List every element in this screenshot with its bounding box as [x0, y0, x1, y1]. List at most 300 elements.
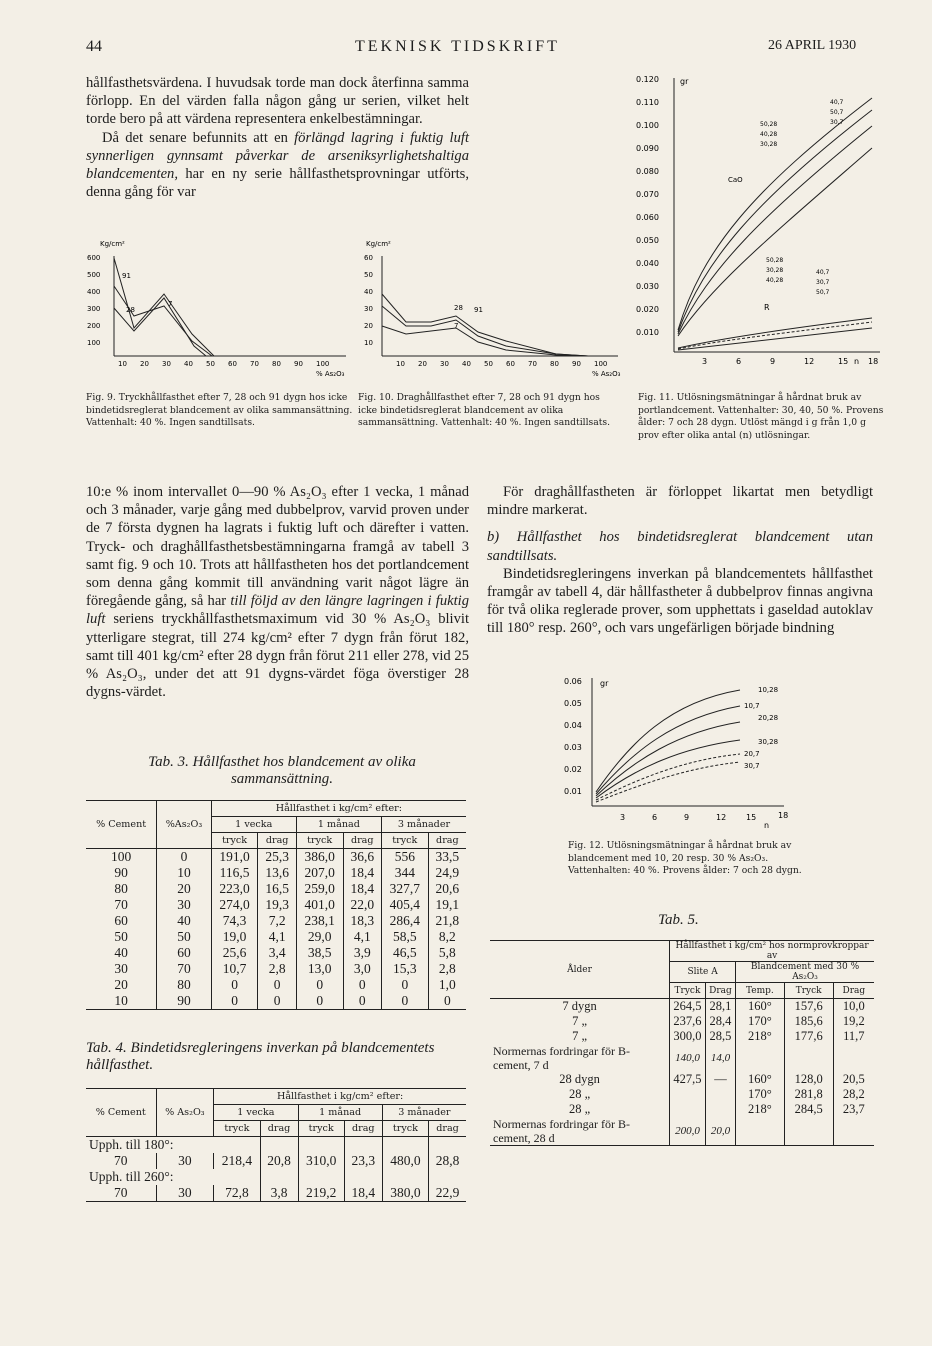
fig9-label-91: 91: [122, 272, 131, 280]
table-cell: 80: [157, 977, 211, 993]
fig9-yticks: [87, 254, 100, 347]
table-cell: [705, 1087, 735, 1102]
table-cell: 80: [86, 881, 157, 897]
intro-paragraph-1: hållfasthetsvärdena. I huvudsak torde man dock återfinna samma förlopp. En del värden falla någon gång ur serien, vilket helt torde bero på att värdena representera enkelbestämningar.: [86, 75, 469, 128]
tab4-table: % Cement % As₂O₃ Hållfasthet i kg/cm² efter: 1 vecka 1 månad 3 månader tryck drag tryck drag tryck drag Upph. till 180°: 70 30 218,4 20,8 310,0 23,3 480,0 28,8 Upph. till 260°: 70 30 72,8 3,8 219,2 18,4 380,0 22,9: [86, 1088, 466, 1202]
table-cell: 237,6: [670, 1014, 706, 1029]
svg-text:12: 12: [804, 357, 815, 366]
svg-text:20: 20: [418, 360, 427, 368]
journal-title: TEKNISK TIDSKRIFT: [355, 38, 560, 55]
table-cell: 30: [156, 1153, 214, 1169]
table-cell: [429, 1169, 466, 1185]
table-cell: 28,4: [705, 1014, 735, 1029]
table-cell: 18,3: [343, 913, 381, 929]
svg-text:0.030: 0.030: [636, 282, 659, 291]
table-cell: 157,6: [784, 999, 833, 1015]
svg-text:100: 100: [87, 339, 101, 347]
table-cell: [260, 1169, 298, 1185]
table-cell: 274,0: [211, 897, 258, 913]
svg-text:n: n: [854, 357, 860, 366]
table-cell: 7 „: [490, 1029, 670, 1044]
tab5-table: Ålder Hållfasthet i kg/cm² hos normprovkroppar av Slite A Blandcement med 30 % As₂O₃ Tryck Drag Temp. Tryck Drag 7 dygn 264,5 28,1 160° 157,6 10,0 7 „ 237,6 28,4 170° 185,6 19,2 7 „ 300,0 28,5 218° 177,6 11,7 Normernas fordringar för B-cement, 7 d 140,0 14,0 28 dygn 427,5 — 160° 128,0 20,5 28 „ 170° 281,8 28,2 28 „ 218° 284,5 23,7 Normernas fordringar för B-cement, 28 d 200,0 20,0: [490, 940, 874, 1146]
table-cell: Normernas fordringar för B-cement, 7 d: [490, 1044, 670, 1072]
table-cell: 218°: [736, 1029, 785, 1044]
table-cell: 19,2: [842, 1014, 865, 1028]
table-cell: 72,8: [214, 1185, 260, 1202]
svg-text:40: 40: [462, 360, 471, 368]
table-cell: 24,9: [435, 865, 460, 880]
table-cell: 100: [86, 849, 157, 866]
fig9-chart: [84, 236, 354, 384]
table-row: [86, 865, 466, 881]
table-cell: [298, 1169, 344, 1185]
svg-text:60: 60: [506, 360, 515, 368]
svg-text:0.040: 0.040: [636, 259, 659, 268]
table-cell: 223,0: [211, 881, 258, 897]
svg-text:10,28: 10,28: [758, 686, 779, 694]
table-cell: Normernas fordringar för B-cement, 28 d: [490, 1117, 670, 1146]
table-cell: 281,8: [784, 1087, 833, 1102]
fig12-chart: [560, 672, 810, 834]
table-cell: 0: [381, 977, 428, 993]
svg-text:0.010: 0.010: [636, 328, 659, 337]
svg-text:30,28: 30,28: [758, 738, 779, 746]
svg-text:R: R: [764, 303, 770, 312]
tab3-title: Tab. 3. Hållfasthet hos blandcement av olika sammansättning.: [148, 754, 416, 787]
table-cell: 20: [86, 977, 157, 993]
table-cell: [429, 1137, 466, 1154]
table-row: [86, 1169, 466, 1185]
svg-text:0.070: 0.070: [636, 190, 659, 199]
table-cell: [736, 1117, 785, 1146]
svg-text:80: 80: [550, 360, 559, 368]
table-cell: 50: [157, 929, 211, 945]
table-cell: 380,0: [382, 1185, 428, 1202]
table-cell: [670, 1102, 706, 1117]
table-cell: 19,0: [211, 929, 258, 945]
table-cell: Upph. till 260°:: [89, 1169, 174, 1184]
table-cell: 13,6: [258, 865, 296, 881]
fig10-chart: [356, 236, 626, 384]
table-cell: [344, 1137, 382, 1154]
table-cell: 28,8: [435, 1153, 460, 1168]
fig9-caption: Fig. 9. Tryckhållfasthet efter 7, 28 och 91 dygn hos icke bindetidsreglerat blandcement av olika sammansättning. Vattenhalt: 40 %. Ingen sandtillsats.: [86, 392, 353, 429]
table-cell: 3,4: [258, 945, 296, 961]
svg-text:500: 500: [87, 271, 101, 279]
svg-text:40: 40: [184, 360, 193, 368]
table-row: [86, 913, 466, 929]
table-cell: 20,0: [705, 1117, 735, 1146]
table-cell: [214, 1137, 260, 1154]
fig11-caption: Fig. 11. Utlösningsmätningar å hårdnat bruk av portlandcement. Vattenhalter: 30, 40, 50 %. Provens ålder: 7 och 28 dygn. Utlöst mängd i g från 1,0 g prov efter olika antal (n) utlösningar.: [638, 392, 884, 441]
table-cell: 70: [157, 961, 211, 977]
table-row: [86, 849, 466, 866]
svg-text:40,28: 40,28: [766, 277, 784, 284]
svg-text:0.05: 0.05: [564, 699, 582, 708]
table-cell: 405,4: [381, 897, 428, 913]
table-cell: 40: [86, 945, 157, 961]
table-row: [490, 1014, 874, 1029]
svg-text:60: 60: [228, 360, 237, 368]
issue-date: 26 APRIL 1930: [768, 38, 857, 53]
table-cell: 25,6: [211, 945, 258, 961]
svg-text:18: 18: [778, 811, 789, 820]
table-cell: 140,0: [670, 1044, 706, 1072]
svg-text:30,7: 30,7: [816, 279, 830, 286]
table-cell: 0: [296, 977, 343, 993]
table-cell: 191,0: [211, 849, 258, 866]
svg-text:6: 6: [736, 357, 742, 366]
table-cell: Upph. till 180°:: [89, 1137, 174, 1152]
table-cell: 160°: [736, 999, 785, 1015]
svg-text:50: 50: [484, 360, 493, 368]
table-cell: [784, 1117, 833, 1146]
fig10-label-91: 91: [474, 306, 483, 314]
svg-text:0.110: 0.110: [636, 98, 659, 107]
table-cell: 90: [86, 865, 157, 881]
svg-text:30: 30: [162, 360, 171, 368]
table-cell: 30: [157, 897, 211, 913]
table-cell: 70: [86, 897, 157, 913]
table-row: [490, 1087, 874, 1102]
svg-text:18: 18: [868, 357, 879, 366]
table-row: [86, 993, 466, 1010]
fig9-label-28: 28: [126, 306, 135, 314]
svg-text:50,7: 50,7: [816, 289, 830, 296]
fig12-xticks: [620, 811, 788, 830]
table-cell: [382, 1137, 428, 1154]
table-cell: 60: [86, 913, 157, 929]
table-row: [490, 1102, 874, 1117]
table-cell: 1,0: [438, 977, 456, 992]
table-cell: 22,9: [435, 1185, 460, 1200]
svg-text:12: 12: [716, 813, 727, 822]
table-row: [490, 1072, 874, 1087]
svg-text:40,7: 40,7: [830, 99, 844, 106]
table-cell: 218,4: [214, 1153, 260, 1169]
svg-text:10: 10: [364, 339, 373, 347]
fig9-label-7: 7: [168, 300, 173, 308]
fig10-label-7: 7: [454, 322, 459, 330]
fig11-xticks: [702, 357, 878, 366]
fig9-yunit: Kg/cm²: [100, 240, 125, 248]
table-cell: 10,0: [842, 999, 865, 1013]
table-cell: 207,0: [296, 865, 343, 881]
table-cell: 5,8: [438, 945, 456, 960]
table-cell: 7,2: [258, 913, 296, 929]
intro-paragraph-2: Då det senare befunnits att en förlängd lagring i fuktig luft synnerligen gynnsamt påverkar de arseniksyrlighetshaltiga blandcementen, har en ny serie hållfasthetsprovningar utförts, denna gång för var: [86, 129, 470, 201]
table-cell: 386,0: [296, 849, 343, 866]
table-cell: 3,0: [343, 961, 381, 977]
table-cell: 0: [258, 977, 296, 993]
svg-text:20: 20: [364, 322, 373, 330]
svg-text:100: 100: [316, 360, 330, 368]
table-cell: 310,0: [298, 1153, 344, 1169]
table-cell: 25,3: [258, 849, 296, 866]
table-cell: 15,3: [381, 961, 428, 977]
fig9-line-28: [114, 286, 212, 356]
svg-text:50: 50: [206, 360, 215, 368]
table-cell: 36,6: [343, 849, 381, 866]
table-cell: 0: [258, 993, 296, 1010]
table-cell: 177,6: [784, 1029, 833, 1044]
svg-text:0.050: 0.050: [636, 236, 659, 245]
table-cell: 2,8: [438, 961, 456, 976]
svg-text:0.100: 0.100: [636, 121, 659, 130]
svg-text:70: 70: [250, 360, 259, 368]
table-cell: 427,5: [670, 1072, 706, 1087]
table-cell: 116,5: [211, 865, 258, 881]
svg-text:200: 200: [87, 322, 101, 330]
tab5-title: Tab. 5.: [658, 912, 699, 928]
table-cell: 2,8: [258, 961, 296, 977]
tab4-title: Tab. 4. Bindetidsregleringens inverkan på blandcementets hållfasthet.: [86, 1040, 435, 1073]
table-cell: [670, 1087, 706, 1102]
svg-text:0.090: 0.090: [636, 144, 659, 153]
fig11-chart: [632, 70, 884, 380]
svg-text:9: 9: [684, 813, 690, 822]
table-cell: 18,4: [343, 865, 381, 881]
table-cell: 30: [156, 1185, 214, 1202]
table-cell: [382, 1169, 428, 1185]
table-cell: [784, 1044, 833, 1072]
fig11-yticks: [636, 75, 659, 337]
svg-text:50: 50: [364, 271, 373, 279]
page-number: 44: [86, 38, 102, 55]
table-cell: 238,1: [296, 913, 343, 929]
table-cell: 90: [157, 993, 211, 1010]
table-cell: 0: [443, 993, 451, 1008]
svg-text:6: 6: [652, 813, 658, 822]
table-cell: 556: [381, 849, 428, 866]
table-cell: 128,0: [784, 1072, 833, 1087]
table-row: [86, 929, 466, 945]
table-cell: 170°: [736, 1014, 785, 1029]
fig11-yunit: gr: [680, 77, 689, 86]
table-cell: 23,7: [842, 1102, 865, 1116]
svg-text:40,7: 40,7: [816, 269, 830, 276]
table-cell: 11,7: [843, 1029, 865, 1043]
table-cell: 286,4: [381, 913, 428, 929]
table-cell: 480,0: [382, 1153, 428, 1169]
svg-text:30,28: 30,28: [760, 141, 778, 148]
svg-text:% As₂O₃: % As₂O₃: [316, 370, 345, 378]
table-row: [86, 881, 466, 897]
svg-text:400: 400: [87, 288, 101, 296]
table-cell: 18,4: [344, 1185, 382, 1202]
svg-text:0.120: 0.120: [636, 75, 659, 84]
table-cell: 30: [86, 961, 157, 977]
table-cell: 344: [381, 865, 428, 881]
svg-text:100: 100: [594, 360, 608, 368]
table-cell: 28 „: [490, 1102, 670, 1117]
table-cell: 58,5: [381, 929, 428, 945]
table-cell: 28,1: [705, 999, 735, 1015]
table-cell: [344, 1169, 382, 1185]
table-row: [86, 1185, 466, 1202]
table-cell: 29,0: [296, 929, 343, 945]
table-cell: 218°: [736, 1102, 785, 1117]
svg-text:CaO: CaO: [728, 176, 743, 184]
table-row: [86, 1153, 466, 1169]
tab3-table: % Cement %As₂O₃ Hållfasthet i kg/cm² efter: 1 vecka 1 månad 3 månader tryck drag tryck drag tryck drag 100 0 191,0 25,3 386,0 36,6 556 33,5 90 10 116,5 13,6 207,0 18,4 344 24,9 80 20 223,0 16,5 259,0 18,4 327,7 20,6 70 30 274,0 19,3 401,0 22,0 405,4 19,1 60 40 74,3 7,2 238,1 18,3 286,4 21,8 50 50 19,0 4,1 29,0 4,1 58,5 8,2 40 60 25,6 3,4 38,5 3,9 46,5 5,8 30 70 10,7 2,8 13,0 3,0 15,3 2,8 20 80 0 0 0 0 0 1,0 10 90 0 0 0 0 0 0: [86, 800, 466, 1010]
table-cell: 8,2: [438, 929, 456, 944]
svg-text:20: 20: [140, 360, 149, 368]
table-cell: 20,8: [260, 1153, 298, 1169]
svg-text:300: 300: [87, 305, 101, 313]
table-cell: 70: [86, 1185, 156, 1202]
table-cell: 46,5: [381, 945, 428, 961]
svg-text:9: 9: [770, 357, 776, 366]
svg-text:0.080: 0.080: [636, 167, 659, 176]
svg-text:50,28: 50,28: [766, 257, 784, 264]
table-cell: 20: [157, 881, 211, 897]
table-cell: [298, 1137, 344, 1154]
section-heading-b: b) Hållfasthet hos bindetidsreglerat blandcement utan sandtillsats.: [487, 529, 873, 564]
table-cell: 0: [343, 977, 381, 993]
table-row: [490, 1044, 874, 1072]
fig10-label-28: 28: [454, 304, 463, 312]
table-cell: 13,0: [296, 961, 343, 977]
table-cell: [833, 1044, 874, 1072]
fig12-yticks: [564, 677, 582, 796]
table-cell: 4,1: [343, 929, 381, 945]
table-cell: [260, 1137, 298, 1154]
table-cell: 3,9: [343, 945, 381, 961]
svg-text:10: 10: [118, 360, 127, 368]
table-cell: [833, 1117, 874, 1146]
svg-text:50,7: 50,7: [830, 109, 844, 116]
svg-text:60: 60: [364, 254, 373, 262]
table-cell: 4,1: [258, 929, 296, 945]
svg-text:0.01: 0.01: [564, 787, 582, 796]
svg-text:n: n: [764, 821, 770, 830]
svg-text:10,7: 10,7: [744, 702, 760, 710]
table-row: [86, 945, 466, 961]
table-cell: 10: [86, 993, 157, 1010]
table-cell: 50: [86, 929, 157, 945]
table-cell: 264,5: [670, 999, 706, 1015]
table-cell: 10,7: [211, 961, 258, 977]
table-cell: 38,5: [296, 945, 343, 961]
table-cell: 28 dygn: [490, 1072, 670, 1087]
svg-text:40: 40: [364, 288, 373, 296]
fig10-yticks: [364, 254, 373, 347]
fig10-xticks: [396, 360, 621, 378]
table-cell: 40: [157, 913, 211, 929]
table-cell: 0: [296, 993, 343, 1010]
svg-text:0.04: 0.04: [564, 721, 582, 730]
table-cell: —: [705, 1072, 735, 1087]
table-cell: 74,3: [211, 913, 258, 929]
svg-text:15: 15: [746, 813, 757, 822]
svg-text:30,7: 30,7: [744, 762, 760, 770]
table-cell: 20,6: [435, 881, 460, 896]
svg-text:% As₂O₃: % As₂O₃: [592, 370, 621, 378]
table-cell: 219,2: [298, 1185, 344, 1202]
table-cell: 0: [381, 993, 428, 1010]
table-cell: 327,7: [381, 881, 428, 897]
svg-text:0.06: 0.06: [564, 677, 582, 686]
svg-text:30,28: 30,28: [766, 267, 784, 274]
table-cell: 19,3: [258, 897, 296, 913]
table-cell: [214, 1169, 260, 1185]
fig10-caption: Fig. 10. Draghållfasthet efter 7, 28 och 91 dygn hos icke bindetidsreglerat blandcement av olika sammansättning. Vattenhalt: 40 %. Ingen sandtillsats.: [358, 392, 611, 429]
svg-text:90: 90: [572, 360, 581, 368]
fig12-caption: Fig. 12. Utlösningsmätningar å hårdnat bruk av blandcement med 10, 20 resp. 30 % As₂O₃. Vattenhalten: 40 %. Provens ålder: 7 och 28 dygn.: [568, 840, 802, 877]
table-cell: 33,5: [435, 849, 460, 864]
svg-text:0.02: 0.02: [564, 765, 582, 774]
table-cell: 0: [211, 977, 258, 993]
table-row: [86, 897, 466, 913]
table-cell: 14,0: [705, 1044, 735, 1072]
table-row: [86, 1137, 466, 1154]
table-cell: 0: [211, 993, 258, 1010]
table-cell: 18,4: [343, 881, 381, 897]
table-cell: 259,0: [296, 881, 343, 897]
table-cell: 21,8: [435, 913, 460, 928]
table-cell: 60: [157, 945, 211, 961]
svg-text:10: 10: [396, 360, 405, 368]
svg-text:90: 90: [294, 360, 303, 368]
svg-text:40,28: 40,28: [760, 131, 778, 138]
table-cell: 200,0: [670, 1117, 706, 1146]
table-cell: 185,6: [784, 1014, 833, 1029]
body-paragraph-left: 10:e % inom intervallet 0—90 % As₂O₃ efter 1 vecka, 1 månad och 3 månader, varje gång med dubbelprov, varvid proven under de 7 första dygnen ha lagrats i fuktig luft och därefter i vatten. Tryck- och draghållfasthetsbestämningarna framgå av tabell 3 samt fig. 9 och 10. Trots att hållfastheten hos det portlandcement som denna gång kommit till användning varit något lägre än föregående gång, så har till följd av den längre lagringen i fuktig luft seriens tryckhållfasthetsmaximum vid 30 % As₂O₃ blivit ytterligare stegrat, till 274 kg/cm² efter 7 dygn från förut 182, samt till 401 kg/cm² efter 28 dygn från förut 211 eller 278, vid 25 % As₂O₃, under det att 91 dygns-värdet föga överstiger 28 dygns-värdet.: [86, 484, 469, 701]
table-cell: 284,5: [784, 1102, 833, 1117]
table-cell: 10: [157, 865, 211, 881]
table-cell: 28,2: [842, 1087, 865, 1101]
svg-text:80: 80: [272, 360, 281, 368]
table-cell: 3,8: [260, 1185, 298, 1202]
table-row: [86, 961, 466, 977]
fig12-yunit: gr: [600, 679, 609, 688]
intro-text: [86, 74, 469, 201]
table-cell: 16,5: [258, 881, 296, 897]
svg-text:50,28: 50,28: [760, 121, 778, 128]
svg-text:0.020: 0.020: [636, 305, 659, 314]
table-cell: 0: [343, 993, 381, 1010]
table-cell: 401,0: [296, 897, 343, 913]
table-row: [86, 977, 466, 993]
table-row: [490, 1029, 874, 1044]
table-cell: [736, 1044, 785, 1072]
svg-text:30,7: 30,7: [830, 119, 844, 126]
svg-text:20,7: 20,7: [744, 750, 760, 758]
svg-text:70: 70: [528, 360, 537, 368]
table-cell: 70: [86, 1153, 156, 1169]
svg-text:30: 30: [440, 360, 449, 368]
body-paragraph-right-1: För draghållfastheten är förloppet likartat men betydligt mindre markerat.: [487, 484, 873, 519]
body-right: [487, 483, 873, 638]
table-cell: 19,1: [435, 897, 460, 912]
svg-text:0.060: 0.060: [636, 213, 659, 222]
table-row: [490, 1117, 874, 1146]
table-row: [490, 999, 874, 1015]
svg-text:20,28: 20,28: [758, 714, 779, 722]
table-cell: 23,3: [344, 1153, 382, 1169]
table-cell: 28 „: [490, 1087, 670, 1102]
table-cell: 7 dygn: [490, 999, 670, 1015]
table-cell: 22,0: [343, 897, 381, 913]
fig9-xticks: [118, 360, 345, 378]
svg-text:600: 600: [87, 254, 101, 262]
table-cell: [705, 1102, 735, 1117]
svg-text:0.03: 0.03: [564, 743, 582, 752]
svg-text:3: 3: [702, 357, 708, 366]
svg-text:30: 30: [364, 305, 373, 313]
table-cell: 20,5: [842, 1072, 865, 1086]
